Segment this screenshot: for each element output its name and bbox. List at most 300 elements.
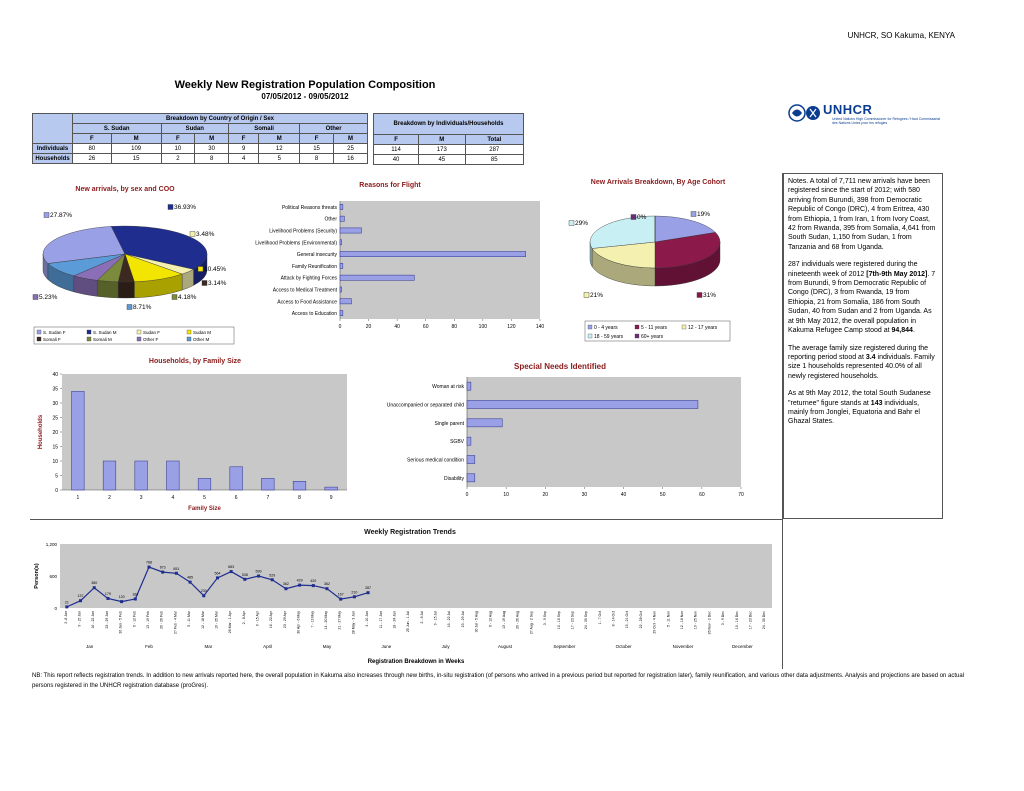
chart-title: New arrivals, by sex and COO: [75, 186, 175, 193]
week-label: 17 - 23 Sep: [570, 611, 575, 630]
x-tick-label: 9: [329, 495, 333, 501]
x-tick-label: 80: [451, 324, 458, 330]
data-label: 564: [214, 571, 221, 576]
week-label: 22 - 28 Oct: [638, 611, 643, 629]
week-label: 11 - 17 Jun: [378, 611, 383, 629]
week-label: 5 - 11 Mar: [187, 611, 192, 627]
unhcr-logo-tagline: United Nations High Commissioner for Refugees / Haut Commissariat des Nations Unies pour les refugies: [832, 117, 941, 125]
x-tick-label: 10: [503, 492, 509, 498]
bar: [340, 287, 342, 292]
x-tick-label: 40: [620, 492, 627, 498]
data-point: [65, 605, 68, 608]
legend-label: 12 - 17 years: [688, 325, 718, 331]
month-label: October: [615, 644, 632, 649]
chart-title: Households, by Family Size: [148, 358, 242, 365]
pie-data-label: 19%: [697, 211, 711, 218]
legend-swatch: [37, 330, 41, 334]
week-label: 1 - 7 Oct: [597, 611, 602, 625]
table-cell: 45: [419, 155, 465, 165]
data-label: 538: [241, 572, 248, 577]
category-label: Livelihood Problems (Security): [269, 228, 337, 235]
hh-table-title: Breakdown by Individuals/Households: [374, 114, 524, 135]
data-point: [106, 597, 109, 600]
pie-label-swatch: [33, 295, 38, 300]
pie-data-label: 21%: [590, 292, 604, 299]
table-cell: 25: [333, 144, 367, 154]
bar: [262, 478, 275, 490]
y-tick-label: 25: [52, 415, 58, 422]
month-label: September: [553, 644, 576, 649]
coo-country-header: Somali: [228, 124, 299, 134]
legend-label: Somali F: [43, 337, 61, 342]
data-label: 137: [77, 594, 84, 599]
coo-sex-header: M: [111, 134, 161, 144]
month-label: June: [381, 644, 392, 649]
week-label: 20 - 26 Feb: [159, 611, 164, 629]
week-label: 13 - 19 Feb: [146, 611, 150, 629]
table-row: [374, 155, 524, 165]
data-label: 485: [187, 575, 194, 580]
week-label: 12 - 18 Mar: [200, 611, 205, 629]
x-tick-label: 120: [507, 324, 516, 330]
week-label: 23 - 29 Jul: [460, 611, 465, 628]
pie-legend: [34, 327, 234, 344]
pie-slice-side: [97, 280, 118, 298]
x-tick-label: 40: [394, 324, 400, 330]
legend-label: 5 - 11 years: [641, 325, 668, 331]
chart-title: Reasons for Flight: [359, 182, 421, 189]
pie-data-label: 10.45%: [204, 266, 227, 273]
row-label: Individuals: [33, 144, 73, 154]
bar: [198, 478, 211, 490]
week-label: 3 - 9 Sep: [543, 611, 548, 626]
coo-sex-header: F: [300, 134, 334, 144]
table-cell: 8: [195, 154, 229, 164]
data-point: [148, 566, 151, 569]
bar: [340, 228, 361, 233]
x-tick-label: 6: [234, 495, 238, 501]
category-label: Serious medical condition: [407, 457, 464, 464]
data-point: [93, 586, 96, 589]
coo-sex-header: F: [73, 134, 112, 144]
data-label: 683: [228, 565, 235, 570]
legend-label: Other M: [193, 337, 210, 342]
legend-swatch: [187, 330, 191, 334]
week-label: 18 - 24 Jun: [392, 611, 397, 629]
pie-data-label: 3.48%: [196, 231, 215, 238]
week-label: 6 - 12 Aug: [488, 611, 493, 627]
data-point: [79, 599, 82, 602]
week-label: 28 May - 3 Jun: [351, 611, 356, 635]
week-label: 6 - 12 Feb: [132, 611, 137, 627]
bar: [340, 263, 343, 268]
hh-col-header: Total: [465, 135, 523, 145]
y-tick-label: 10: [52, 459, 58, 465]
bar: [72, 391, 85, 490]
y-tick-label: 40: [52, 372, 58, 378]
bar: [230, 467, 243, 490]
x-tick-label: 2: [108, 495, 111, 501]
pie-data-label: 0%: [637, 214, 647, 221]
week-label: 29 Oct - 4 Nov: [652, 611, 657, 634]
month-label: November: [672, 644, 694, 649]
pie-slice-side: [118, 282, 134, 298]
data-label: 380: [91, 581, 98, 586]
legend-swatch: [682, 325, 686, 329]
data-label: 230: [200, 589, 207, 594]
pie-label-swatch: [127, 305, 132, 310]
week-label: 2 -8 Jan: [63, 611, 68, 624]
row-label: Households: [33, 154, 73, 164]
week-label: 15 - 21 Oct: [625, 611, 630, 629]
pie-data-label: 4.18%: [178, 294, 197, 301]
legend-label: Other F: [143, 337, 159, 342]
data-point: [120, 600, 123, 603]
week-label: 7 - 13 May: [310, 611, 315, 628]
pie-label-swatch: [584, 293, 589, 298]
bar: [293, 481, 306, 490]
week-label: 23 - 29 Jan: [104, 611, 109, 629]
pie-data-label: 29%: [575, 220, 589, 227]
data-point: [202, 594, 205, 597]
y-tick-label: 15: [52, 444, 58, 451]
legend-label: Somali M: [93, 337, 112, 342]
data-label: 599: [255, 569, 262, 574]
legend-label: S. Sudan M: [93, 330, 117, 335]
bar: [167, 461, 180, 490]
table-cell: 16: [333, 154, 367, 164]
category-label: Woman at risk: [432, 384, 464, 391]
pie-data-label: 36.93%: [174, 204, 197, 211]
week-label: 13 - 19 Aug: [502, 611, 506, 629]
table-cell: 26: [73, 154, 112, 164]
legend-swatch: [588, 325, 592, 329]
hh-col-header: F: [374, 135, 419, 145]
x-axis-title: Registration Breakdown in Weeks: [367, 659, 465, 665]
y-tick-label: 1,200: [45, 542, 57, 547]
coo-table-title: Breakdown by Country of Origin / Sex: [73, 114, 368, 124]
data-point: [134, 597, 137, 600]
bar: [467, 474, 475, 482]
plot-area: [340, 201, 540, 319]
category-label: Single parent: [434, 420, 464, 427]
data-point: [339, 598, 342, 601]
x-axis-title: Family Size: [188, 506, 221, 512]
month-label: August: [497, 644, 513, 649]
table-cell: 5: [259, 154, 300, 164]
y-tick-label: 0: [55, 488, 58, 494]
data-point: [312, 584, 315, 587]
week-label: 14 - 20 May: [324, 611, 328, 630]
data-label: 179: [104, 591, 111, 596]
y-axis-title: Households: [38, 414, 44, 450]
table-cell: 12: [259, 144, 300, 154]
data-label: 420: [310, 579, 317, 584]
legend-swatch: [137, 337, 141, 341]
week-label: 3 - 9 Dec: [721, 611, 726, 626]
month-label: Jan: [86, 644, 94, 649]
data-point: [284, 587, 287, 590]
category-label: SGBV: [450, 439, 464, 446]
x-tick-label: 3: [139, 495, 143, 501]
unhcr-emblem-icon: [786, 102, 822, 124]
special-needs-bar-chart: [360, 372, 755, 500]
weekly-trends-line-chart: [30, 538, 780, 666]
week-label: 10 - 16 Dec: [734, 611, 739, 630]
data-label: 210: [351, 590, 358, 595]
coo-table-corner: [33, 114, 73, 144]
data-point: [367, 591, 370, 594]
bar: [467, 419, 502, 427]
category-label: Livelihood Problems (Environmental): [255, 240, 337, 247]
category-label: Political Reasons threats: [281, 204, 337, 211]
data-point: [175, 572, 178, 575]
week-label: 30 Apr - 6 May: [296, 611, 301, 634]
week-label: 30 Jul - 5 Aug: [474, 611, 479, 633]
data-point: [161, 571, 164, 574]
legend-label: 0 - 4 years: [594, 325, 618, 331]
report-period: 07/05/2012 - 09/05/2012: [261, 92, 349, 101]
x-tick-label: 100: [478, 324, 488, 330]
data-label: 768: [146, 560, 152, 565]
pie-legend: [585, 321, 730, 341]
pie-label-swatch: [190, 232, 195, 237]
bar: [467, 400, 698, 408]
table-row: [33, 144, 368, 154]
bar: [340, 299, 351, 304]
table-cell: 9: [228, 144, 258, 154]
week-label: 9 - 15 Apr: [255, 611, 260, 627]
notes-paragraph: Notes. A total of 7,711 new arrivals have been registered since the start of 2012; with 580 arriving from Burundi, 398 from Democratic Republic of Congo (DRC), 4 from Eritrea, 430 from Ethiopia, 1 from Iran, 1 from Ivory Coast, 42 from Rwanda, 395 from Somalia, 4,641 from South Sudan, 1,150 from Sudan, 1 from Tanzania and 68 from Uganda.: [788, 178, 936, 251]
bar: [467, 455, 475, 463]
x-tick-label: 4: [171, 495, 175, 501]
week-label: 24 - 30 Sep: [584, 611, 589, 630]
unhcr-logo-name: UNHCR: [823, 102, 873, 117]
category-label: General insecurity: [296, 252, 337, 259]
legend-swatch: [137, 330, 141, 334]
pie-data-label: 27.87%: [50, 212, 73, 219]
week-label: 12 - 18 Nov: [680, 611, 684, 630]
week-label: 2 - 8 Jul: [419, 611, 424, 624]
week-label: 19 - 25 Nov: [693, 611, 698, 630]
month-label: May: [322, 644, 332, 649]
week-label: 17 - 23 Dec: [748, 611, 753, 630]
week-label: 16 - 22 Jan: [91, 611, 96, 629]
data-label: 362: [282, 582, 289, 587]
data-point: [216, 576, 219, 579]
pie-label-swatch: [569, 221, 574, 226]
age-pie-chart: [565, 196, 755, 348]
coo-country-header: Sudan: [161, 124, 228, 134]
category-label: Family Reunification: [291, 263, 337, 270]
pie-label-swatch: [691, 212, 696, 217]
week-label: 2 - 8 Apr: [241, 611, 246, 625]
hh-col-header: M: [419, 135, 465, 145]
pie-label-swatch: [168, 205, 173, 210]
report-title: Weekly New Registration Population Composition: [174, 79, 436, 91]
y-tick-label: 30: [52, 401, 58, 407]
legend-label: 18 - 59 years: [594, 334, 624, 340]
x-tick-label: 60: [699, 492, 705, 498]
week-label: 23 - 29 Apr: [282, 611, 287, 629]
table-cell: 287: [465, 145, 523, 155]
category-label: Access to Medical Treatment: [272, 287, 337, 294]
notes-paragraph: 287 individuals were registered during the nineteenth week of 2012 [7th-9th May 2012]. 7 from Burundi, 9 from Democratic Republic of Congo (DRC), 3 from Rwanda, 19 from Ethiopia, 21 from Somalia, 186 from South Sudan, 40 from Sudan and 2 from Uganda. As at 9th May 2012, the overall population in Kakuma Refugee Camp stood at 94,844.: [788, 261, 936, 335]
pie-data-label: 5.23%: [39, 294, 58, 301]
y-tick-label: 600: [49, 574, 57, 579]
data-point: [298, 584, 301, 587]
table-cell: 15: [111, 154, 161, 164]
category-label: Other: [324, 216, 337, 223]
table-row: [374, 145, 524, 155]
coo-sex-header: M: [195, 134, 229, 144]
bar: [340, 216, 344, 221]
data-label: 673: [159, 565, 166, 570]
week-label: 9 - 15 Jul: [433, 611, 438, 626]
pie-label-swatch: [198, 267, 203, 272]
coo-country-header: Other: [300, 124, 368, 134]
plot-area: [467, 377, 741, 487]
y-tick-label: 35: [52, 386, 58, 393]
data-label: 362: [324, 582, 330, 587]
bar: [467, 382, 471, 390]
legend-swatch: [37, 337, 41, 341]
data-point: [189, 581, 192, 584]
month-label: July: [441, 644, 450, 649]
data-point: [243, 578, 246, 581]
notes-paragraph: As at 9th May 2012, the total South Sudanese "returnee" figure stands at 143 individuals, mainly from Jonglei, Equatoria and Bahr el Ghazal States.: [788, 390, 931, 426]
chart-title: Weekly Registration Trends: [364, 529, 456, 536]
pie-data-label: 31%: [703, 292, 717, 299]
chart-title: New Arrivals Breakdown, By Age Cohort: [590, 179, 726, 186]
bar: [340, 240, 342, 245]
pie-label-swatch: [697, 293, 702, 298]
category-label: Access to Food Assistance: [277, 299, 337, 306]
month-label: December: [731, 644, 753, 649]
table-cell: 10: [161, 144, 195, 154]
month-label: Mar: [204, 644, 213, 649]
plot-area: [60, 544, 772, 608]
week-label: 20 - 26 Aug: [515, 611, 520, 629]
data-label: 167: [337, 592, 344, 597]
legend-label: 60+ years: [641, 334, 664, 340]
x-tick-label: 5: [203, 495, 206, 501]
data-point: [353, 595, 356, 598]
family-size-bar-chart: [32, 368, 362, 516]
week-label: 4 - 10 Jun: [365, 611, 370, 627]
category-label: Disability: [443, 475, 464, 482]
pie-label-swatch: [202, 281, 207, 286]
hh-table: [373, 113, 524, 165]
legend-label: Sudan M: [193, 330, 212, 335]
table-cell: 40: [374, 155, 419, 165]
data-label: 651: [173, 566, 180, 571]
data-point: [271, 578, 274, 581]
data-label: 529: [269, 573, 276, 578]
week-label: 10 - 16 Sep: [556, 611, 561, 630]
x-tick-label: 140: [535, 324, 545, 330]
coo-table: [32, 113, 368, 164]
x-tick-label: 30: [581, 492, 588, 498]
table-cell: 80: [73, 144, 112, 154]
table-cell: 15: [300, 144, 334, 154]
week-label: 25 Jun - 1 Jul: [406, 611, 411, 633]
pie-label-swatch: [44, 213, 49, 218]
bar: [325, 487, 338, 490]
week-label: 30 Jan - 5 Feb: [118, 611, 123, 634]
bar: [467, 437, 471, 445]
footnote: NB: This report reflects registration trends. In addition to new arrivals reported here, the overall population in Kakuma also increases through new births, in-situ registration (of persons who arrived in a previous period but reported for registration later), family reunification, and various other data adjustments. Analysis and projections are based on actual persons registered in the UNHCR registration database (proGres).: [32, 673, 965, 689]
month-label: April: [263, 644, 273, 649]
table-cell: 8: [300, 154, 334, 164]
coo-sex-header: F: [161, 134, 195, 144]
week-label: 27 Feb - 4 Mar: [173, 611, 178, 634]
coo-pie-chart: [30, 196, 240, 346]
data-point: [230, 570, 233, 573]
table-cell: 85: [465, 155, 523, 165]
pie-label-swatch: [631, 215, 636, 220]
notes-paragraph: The average family size registered during the reporting period stood at 3.4 individuals. Family size 1 households represented 40.0% of all newly registered households.: [788, 344, 935, 380]
data-label: 21: [64, 600, 69, 605]
week-label: 8 - 14 Oct: [611, 611, 616, 627]
week-label: 5 - 11 Nov: [666, 611, 671, 627]
data-point: [326, 587, 329, 590]
x-tick-label: 0: [465, 492, 469, 498]
table-cell: 173: [419, 145, 465, 155]
table-cell: 109: [111, 144, 161, 154]
bar: [340, 204, 343, 209]
coo-sex-header: M: [259, 134, 300, 144]
category-label: Attack by Fighting Forces: [280, 275, 337, 282]
notes-panel: [783, 173, 943, 519]
data-point: [257, 575, 260, 578]
legend-swatch: [187, 337, 191, 341]
coo-sex-header: M: [333, 134, 367, 144]
legend-swatch: [635, 325, 639, 329]
legend-swatch: [588, 334, 592, 338]
x-tick-label: 7: [266, 495, 270, 501]
bar: [135, 461, 148, 490]
week-label: 24 - 30 Dec: [762, 611, 767, 630]
y-tick-label: 20: [52, 430, 58, 436]
x-tick-label: 0: [338, 324, 342, 330]
data-label: 169: [132, 592, 139, 597]
x-tick-label: 70: [738, 492, 744, 498]
x-tick-label: 20: [365, 324, 372, 330]
x-tick-label: 20: [542, 492, 549, 498]
y-tick-label: 0: [54, 606, 57, 611]
office-label: UNHCR, SO Kakuma, KENYA: [847, 31, 955, 40]
week-label: 27 Aug - 2 Sep: [529, 611, 534, 635]
y-tick-label: 5: [55, 473, 58, 480]
x-tick-label: 60: [422, 324, 429, 330]
x-tick-label: 50: [659, 492, 666, 498]
bar: [340, 311, 343, 316]
chart-title: Special Needs Identified: [513, 362, 607, 371]
data-label: 120: [118, 595, 125, 600]
week-label: 16 - 22 Jul: [447, 611, 452, 628]
category-label: Access to Education: [291, 311, 337, 318]
month-label: Feb: [145, 644, 153, 649]
coo-country-header: S. Sudan: [73, 124, 162, 134]
week-label: 19 - 25 Mar: [214, 611, 219, 629]
y-axis-title: Person(s): [34, 563, 40, 589]
legend-swatch: [87, 337, 91, 341]
table-cell: 30: [195, 144, 229, 154]
table-cell: 114: [374, 145, 419, 155]
data-label: 429: [296, 578, 303, 583]
week-label: 26 Mar - 1 Apr: [228, 611, 233, 634]
